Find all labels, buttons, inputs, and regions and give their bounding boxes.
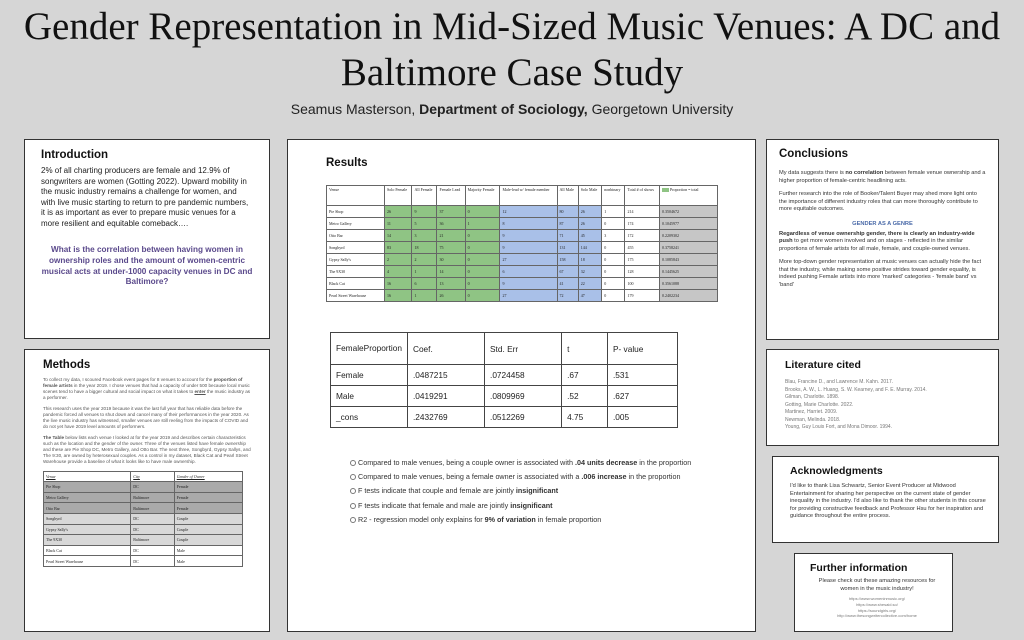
literature-heading: Literature cited — [785, 359, 861, 371]
venue-table-header: Male-lead w/ female member — [500, 186, 557, 206]
table-cell: 455 — [625, 242, 660, 254]
table-cell: Female — [174, 482, 242, 493]
table-cell: 174 — [625, 218, 660, 230]
table-cell: Black Cat — [327, 278, 385, 290]
table-cell: .67 — [562, 365, 608, 386]
venue-table-header: Solo Female — [385, 186, 412, 206]
table-cell: 0.3561088 — [660, 278, 718, 290]
venue-table-header: Solo Male — [578, 186, 602, 206]
results-heading: Results — [326, 157, 368, 169]
conclusions-paragraph-3 — [779, 231, 986, 254]
venue-table-row — [327, 266, 718, 278]
resource-link[interactable]: https://www.shesaid.so/ — [856, 601, 898, 607]
table-cell: 0.2209302 — [660, 230, 718, 242]
acknowledgments-panel — [772, 456, 999, 543]
table-cell: 9 — [500, 278, 557, 290]
text-span: My data suggests there is — [779, 170, 846, 176]
table-cell: 6 — [500, 266, 557, 278]
owner-table-header: City — [131, 471, 174, 482]
venue-table-row — [327, 230, 718, 242]
author-name: Seamus Masterson, — [290, 101, 416, 117]
table-cell: 2 — [385, 254, 412, 266]
table-cell: 26 — [578, 206, 602, 218]
table-cell: DC — [131, 482, 174, 493]
table-cell: 14 — [385, 230, 412, 242]
table-cell: 0 — [465, 290, 500, 302]
table-cell: 0.1085843 — [660, 254, 718, 266]
table-cell: Gypsy Sally's — [44, 524, 131, 535]
table-cell: 0 — [465, 254, 500, 266]
table-cell: 1 — [412, 290, 437, 302]
table-cell: 26 — [578, 218, 602, 230]
text-span: Compared to male venues, being a couple owner is associated with — [358, 458, 575, 467]
table-cell: Baltimore — [131, 503, 174, 514]
table-cell: .627 — [607, 386, 677, 407]
owner-table-row — [44, 492, 243, 503]
citation: Gotting, Marie Charlotte. 2022. — [785, 401, 854, 408]
table-cell: Gypsy Sally's — [327, 254, 385, 266]
research-question: What is the correlation between having women in ownership roles and the amount of women-centric musical acts at under-1000 capacity venues in DC and Baltimore? — [41, 245, 253, 287]
text-span: in female proportion — [535, 514, 602, 524]
department-name: Department of Sociology, — [419, 101, 588, 117]
table-cell: 75 — [437, 242, 465, 254]
venue-table-header: Majority Female — [465, 186, 500, 206]
acknowledgments-heading: Acknowledgments — [790, 465, 883, 477]
text-span: F tests indicate that female and male are jointly — [358, 500, 511, 510]
table-cell: 0 — [602, 242, 625, 254]
resource-link[interactable]: https://soundgirls.org/ — [857, 607, 897, 613]
conclusions-paragraph-1 — [779, 170, 986, 185]
table-cell: Black Cat — [44, 545, 131, 556]
table-cell: 13 — [437, 278, 465, 290]
gender-as-genre-heading: GENDER AS A GENRE — [852, 220, 913, 227]
venue-counts-table — [326, 185, 718, 302]
results-bullet — [350, 458, 755, 467]
text-span: Regardless of venue ownership gender, there is clearly an industry-wide push — [779, 230, 975, 245]
text-span: To collect my data, I scoured Facebook event pages for 8 venues to account for the — [43, 377, 214, 382]
bullet-icon — [350, 460, 356, 466]
text-span: in the proportion — [626, 472, 681, 482]
university-name: Georgetown University — [591, 101, 734, 117]
table-cell: 8 — [500, 218, 557, 230]
table-cell: 16 — [385, 290, 412, 302]
text-span: in the year 2019. I chose venues that had a capacity of under 500 because local music scenes tend to have a bigger cultural and social impact on what it takes to — [43, 382, 250, 394]
table-cell: Songbyrd — [44, 513, 131, 524]
text-span: Proportion = total — [670, 187, 699, 192]
table-cell: 1 — [602, 206, 625, 218]
table-cell: Pearl Street Warehouse — [44, 556, 131, 567]
table-cell: Otto Bar — [44, 503, 131, 514]
table-cell: 158 — [557, 254, 578, 266]
text-span: proportion of female artists — [43, 377, 243, 388]
table-cell: DC — [131, 556, 174, 567]
table-cell: Male — [174, 556, 242, 567]
table-cell: Female — [174, 503, 242, 514]
table-cell: 0 — [465, 230, 500, 242]
owner-table-row — [44, 556, 243, 567]
citation: Blau, Francine D., and Lawrence M. Kahn. 2017. — [785, 379, 894, 385]
owner-table-row — [44, 503, 243, 514]
bullet-icon — [350, 503, 356, 509]
text-span: between female venue ownership and a higher proportion of female-centric headlining acts. — [779, 170, 986, 184]
resource-links — [810, 596, 944, 619]
table-cell: 131 — [557, 242, 578, 254]
table-cell: Pie Shop — [327, 206, 385, 218]
venue-table-header: Female Lead — [437, 186, 465, 206]
venue-table-header: nonbinary — [602, 186, 625, 206]
table-cell: 175 — [625, 254, 660, 266]
table-cell: .52 — [562, 386, 608, 407]
poster-title: Gender Representation in Mid-Sized Music Venues: A DC and Baltimore Case Study — [23, 5, 1001, 94]
table-cell: 0.3758241 — [660, 242, 718, 254]
table-cell: The 9X30 — [327, 266, 385, 278]
table-cell: 26 — [385, 206, 412, 218]
table-cell: .0419291 — [407, 386, 484, 407]
owner-table-header: Gender of Owner — [174, 471, 242, 482]
literature-panel — [766, 349, 999, 446]
text-span: in the proportion — [637, 458, 692, 467]
venue-table-row — [327, 206, 718, 218]
text-span: .006 increase — [581, 472, 627, 482]
table-cell: 0.3504672 — [660, 206, 718, 218]
venue-table-header: Venue — [327, 186, 385, 206]
table-cell: 128 — [625, 266, 660, 278]
table-cell: 0 — [602, 254, 625, 266]
text-span: no correlation — [845, 170, 884, 176]
table-cell: _cons — [331, 407, 408, 428]
methods-panel — [24, 349, 270, 632]
resource-link[interactable]: http://www.thesongwritercollective.com/home — [837, 613, 917, 619]
text-span: R2 - regression model only explains for — [358, 514, 485, 524]
table-cell: 0.1045977 — [660, 218, 718, 230]
regression-header: P- value — [607, 333, 677, 365]
table-cell: Couple — [174, 524, 242, 535]
table-cell: 18 — [578, 254, 602, 266]
table-cell: DC — [131, 545, 174, 556]
methods-paragraph-3 — [43, 435, 251, 465]
owner-table-row — [44, 524, 243, 535]
table-cell: Male — [331, 386, 408, 407]
table-cell: 6 — [412, 278, 437, 290]
venue-table-row — [327, 290, 718, 302]
text-span: F tests indicate that couple and female are jointly — [358, 486, 516, 496]
table-cell: Pie Shop — [44, 482, 131, 493]
table-cell: 47 — [578, 290, 602, 302]
table-cell: .2432769 — [407, 407, 484, 428]
regression-header: Std. Err — [485, 333, 562, 365]
regression-table — [330, 332, 678, 428]
table-cell: 172 — [625, 230, 660, 242]
table-cell: 1 — [412, 266, 437, 278]
introduction-text: 2% of all charting producers are female and 12.9% of songwriters are women (Gotting 2022). Upward mobility in the music industry remains a challenge for women, and with live music starting to return to pre pandemic numbers, it is as important as ever to prepare music venues for a more resilient and equitable comeback…. — [41, 166, 249, 228]
bullet-icon — [350, 517, 356, 523]
table-cell: 0 — [465, 242, 500, 254]
table-cell: .0512269 — [485, 407, 562, 428]
citation: Young, Guy Louis Fort, and Mona Dimoor. 1994. — [785, 424, 893, 430]
results-bullet — [350, 486, 755, 495]
table-cell: 21 — [437, 230, 465, 242]
table-cell: Couple — [174, 535, 242, 546]
table-cell: 16 — [385, 278, 412, 290]
regression-header: t — [562, 333, 608, 365]
table-cell: DC — [131, 524, 174, 535]
table-cell: Otto Bar — [327, 230, 385, 242]
results-bullet — [350, 515, 755, 524]
regression-header-row — [331, 333, 678, 365]
table-cell: .0809969 — [485, 386, 562, 407]
introduction-heading: Introduction — [41, 149, 109, 161]
table-cell: 72 — [557, 290, 578, 302]
results-panel — [287, 139, 756, 632]
citation: Martinez, Harriet. 2009. — [785, 409, 838, 415]
text-span: insignificant — [510, 500, 553, 510]
table-cell: 32 — [578, 266, 602, 278]
table-cell: 45 — [578, 230, 602, 242]
table-cell: 67 — [557, 266, 578, 278]
venue-table-row — [327, 278, 718, 290]
owner-table-row — [44, 482, 243, 493]
table-cell: 0.2402234 — [660, 290, 718, 302]
conclusions-panel — [766, 139, 999, 340]
venue-table-row — [327, 218, 718, 230]
table-cell: Songbyrd — [327, 242, 385, 254]
owner-table — [43, 471, 243, 567]
table-cell: 144 — [578, 242, 602, 254]
table-cell: 2 — [412, 254, 437, 266]
text-span: insignificant — [515, 486, 559, 496]
table-cell: 36 — [437, 218, 465, 230]
table-cell: Baltimore — [131, 535, 174, 546]
text-span: enter — [194, 388, 206, 394]
table-cell: Metro Gallery — [327, 218, 385, 230]
table-cell: Couple — [174, 513, 242, 524]
regression-row — [331, 386, 678, 407]
text-span: The Table — [43, 434, 65, 440]
table-cell: 1 — [465, 218, 500, 230]
table-cell: 9 — [412, 206, 437, 218]
table-cell: 11 — [385, 218, 412, 230]
acknowledgments-text: I'd like to thank Lisa Schwartz, Senior Event Producer at Midwood Entertainment for sharing her perspective on the current state of gender inequality in the industry. I'd also like to thank the other students in this course for providing constructive feedback and Professor Hsu for her inspiration and guidance throughout the entire process. — [790, 483, 986, 520]
table-cell: .0487215 — [407, 365, 484, 386]
table-cell: .531 — [607, 365, 677, 386]
legend-swatch — [662, 188, 669, 192]
table-cell: 0.1445625 — [660, 266, 718, 278]
introduction-panel — [24, 139, 270, 339]
table-cell: The 9X30 — [44, 535, 131, 546]
text-span: below lists each venue I looked at for the year 2019 and describes certain characteristics such as the location and the gender of the owner. Three of the venues listed have female ownership and these are Pie Shop DC, Metro Gallery, and Otto Bar. The next three, Songbyrd, Gypsy Sallys, and The 9:30, are owned by heterosexual couples. As a control in my dataset, Black Cat and Pearl Street Warehouse provide a baseline of what it looks like to have male ownership. — [43, 434, 251, 464]
venue-table-header-row — [327, 186, 718, 206]
table-cell: 9 — [500, 242, 557, 254]
methods-paragraph-2: This research uses the year 2019 because it was the last full year that has reliable data before the pandemic forced all venues to shut down and cancel many of their performances in the year 2020. As the live music industry has witnessed, smaller venues are still reeling from the impacts of COVID and do not yet have 2019 level amounts of performers. — [43, 405, 249, 429]
table-cell: .0724458 — [485, 365, 562, 386]
table-cell: 12 — [500, 206, 557, 218]
conclusions-paragraph-2: Further research into the role of Booker/Talent Buyer may shed more light onto the importance of different industry roles that can more thoroughly contribute to more equitable outcomes. — [779, 191, 978, 213]
table-cell: 4.75 — [562, 407, 608, 428]
regression-row — [331, 365, 678, 386]
table-cell: Pearl Street Warehouse — [327, 290, 385, 302]
owner-table-header: Venue — [44, 471, 131, 482]
table-cell: 41 — [557, 278, 578, 290]
results-bullets — [350, 458, 755, 524]
table-cell: 100 — [625, 278, 660, 290]
regression-header: Coef. — [407, 333, 484, 365]
table-cell: 27 — [500, 254, 557, 266]
venue-table-header: All Male — [557, 186, 578, 206]
table-cell: 5 — [412, 218, 437, 230]
literature-list — [785, 379, 980, 432]
venue-table-header: All Female — [412, 186, 437, 206]
table-cell: 87 — [557, 218, 578, 230]
further-information-text: Please check out these amazing resources for women in the music industry! — [818, 578, 936, 592]
table-cell: 80 — [557, 206, 578, 218]
text-span: 9% of variation — [484, 514, 536, 524]
table-cell: 3 — [412, 230, 437, 242]
methods-heading: Methods — [43, 359, 91, 371]
table-cell: 0 — [465, 266, 500, 278]
resource-link[interactable]: https://www.womeninmusic.org/ — [848, 596, 906, 602]
table-cell: 4 — [385, 266, 412, 278]
regression-row — [331, 407, 678, 428]
further-information-heading: Further information — [810, 562, 908, 574]
table-cell: 83 — [385, 242, 412, 254]
table-cell: 9 — [500, 230, 557, 242]
further-information-panel — [794, 553, 953, 632]
table-cell: 71 — [557, 230, 578, 242]
conclusions-heading: Conclusions — [779, 148, 849, 160]
table-cell: 27 — [500, 290, 557, 302]
citation: Brooks, A. W., L. Huang, S. W. Kearney, and F. E. Murray. 2014. — [785, 386, 927, 393]
conclusions-paragraph-4: More top-down gender representation at music venues can actually hide the fact that the industry, while making some positive strides toward gender equality, is indeed pushing Female artists into more 'marked' categories - 'female band' vs 'band' — [779, 259, 982, 288]
bullet-icon — [350, 474, 356, 480]
venue-table-header: Total # of shows — [625, 186, 660, 206]
table-cell: 0 — [465, 206, 500, 218]
text-span: to get more women involved and on stages - reflected in the similar proportions of female artists for all male, female, and couple-owned venues. — [779, 238, 970, 252]
table-cell: 214 — [625, 206, 660, 218]
owner-table-row — [44, 535, 243, 546]
text-span: Compared to male venues, being a female owner is associated with a — [358, 472, 582, 482]
table-cell: 179 — [625, 290, 660, 302]
table-cell: Female — [174, 492, 242, 503]
bullet-icon — [350, 488, 356, 494]
text-span: the music industry as a performer. — [43, 388, 251, 400]
table-cell: Metro Gallery — [44, 492, 131, 503]
table-cell: 37 — [437, 206, 465, 218]
venue-table-row — [327, 254, 718, 266]
methods-paragraph-1 — [43, 377, 251, 401]
table-cell: DC — [131, 513, 174, 524]
byline — [0, 101, 1024, 117]
results-bullet — [350, 501, 755, 510]
owner-table-row — [44, 545, 243, 556]
table-cell: 14 — [437, 266, 465, 278]
results-bullet — [350, 472, 755, 481]
table-cell: .005 — [607, 407, 677, 428]
table-cell: Baltimore — [131, 492, 174, 503]
regression-header: FemaleProportion — [331, 333, 408, 365]
owner-table-row — [44, 513, 243, 524]
table-cell: 3 — [602, 230, 625, 242]
table-cell: 18 — [412, 242, 437, 254]
citation: Newman, Melinda. 2018. — [785, 416, 841, 423]
owner-table-header-row — [44, 471, 243, 482]
table-cell: 0 — [602, 290, 625, 302]
table-cell: 26 — [437, 290, 465, 302]
table-cell: 22 — [578, 278, 602, 290]
citation: Gilman, Charlotte. 1898. — [785, 394, 840, 400]
table-cell: 0 — [465, 278, 500, 290]
venue-table-header — [660, 186, 718, 206]
table-cell: 0 — [602, 266, 625, 278]
table-cell: 30 — [437, 254, 465, 266]
table-cell: 0 — [602, 218, 625, 230]
table-cell: Male — [174, 545, 242, 556]
table-cell: Female — [331, 365, 408, 386]
table-cell: 0 — [602, 278, 625, 290]
text-span: .04 units decrease — [574, 458, 638, 467]
venue-table-row — [327, 242, 718, 254]
